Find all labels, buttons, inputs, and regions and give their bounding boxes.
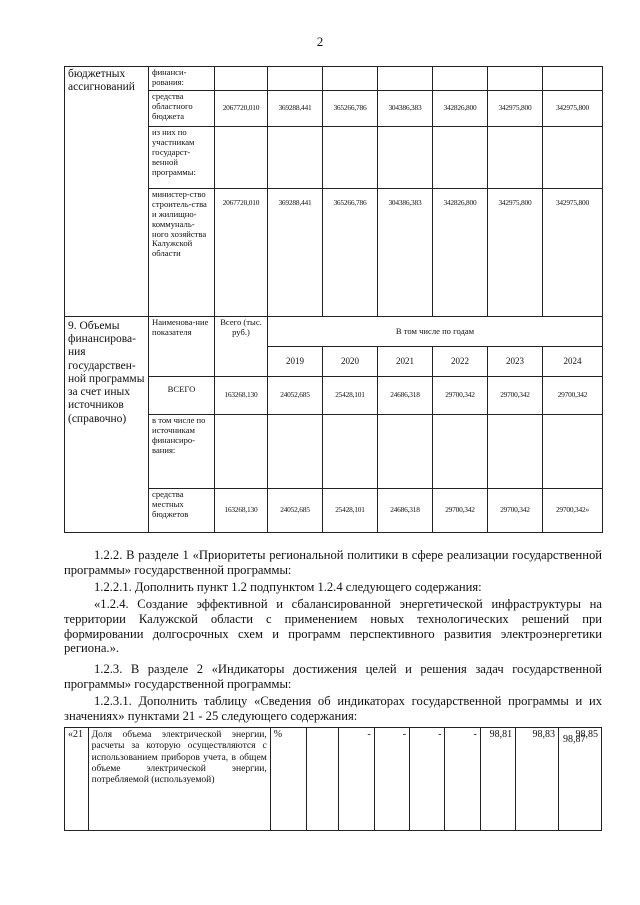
table-cell: 98,83 [516, 728, 559, 831]
indicator-unit: % [270, 728, 306, 831]
table-cell: 25428,101 [323, 489, 378, 533]
regional-budget-label: средства областного бюджета [149, 91, 215, 127]
section-9-label: 9. Объемы финансирова-ния государствен-ной программы за счет иных источников (справочно) [65, 317, 149, 533]
year-header: 2022 [433, 347, 488, 377]
year-header: 2024 [543, 347, 603, 377]
table-cell: 98,81 [480, 728, 515, 831]
indicators-table [64, 727, 602, 831]
paragraph-1-2-3-1: 1.2.3.1. Дополнить таблицу «Сведения об индикаторах государственной программы и их значениях» пунктами 21 - 25 следующего содержания: [64, 694, 602, 723]
table-cell: 342826,800 [433, 189, 488, 317]
table-cell: - [374, 728, 409, 831]
table-cell: 98,85 [559, 728, 602, 831]
table-cell: 98,87 [563, 734, 586, 745]
page-number: 2 [316, 34, 324, 49]
table-cell: 342975,800 [543, 91, 603, 127]
table-cell: 24686,318 [378, 489, 433, 533]
table-cell: 342975,800 [543, 189, 603, 317]
paragraph-1-2-3: 1.2.3. В разделе 2 «Индикаторы достижения целей и решения задач государственной программы» государственной программы: [64, 662, 602, 691]
financing-table [64, 66, 603, 533]
table-cell: 29700,342 [488, 489, 543, 533]
table-cell: 163268,130 [215, 489, 268, 533]
table-cell: 365266,786 [323, 189, 378, 317]
table-cell: 29700,342 [543, 377, 603, 415]
header-years-label: В том числе по годам [268, 317, 603, 347]
table-cell: 342975,800 [488, 91, 543, 127]
table-cell: 2067720,010 [215, 189, 268, 317]
indicator-text: Доля объема электрической энергии, расчеты за которую осуществляются с использованием приборов учета, в общем объеме электрической энергии, потребляемой (используемой) [88, 728, 270, 831]
table-cell: 24686,318 [378, 377, 433, 415]
table-cell: 29700,342 [433, 489, 488, 533]
table-cell: 163268,130 [215, 377, 268, 415]
table-cell: 342975,800 [488, 189, 543, 317]
table-cell: - [445, 728, 480, 831]
budget-row-label: бюджетных ассигнований [65, 67, 149, 317]
table-cell: 342826,800 [433, 91, 488, 127]
indicator-number: «21 [65, 728, 89, 831]
participants-label: из них по участникам государст-венной программы: [149, 127, 215, 189]
header-total: Всего (тыс. руб.) [215, 317, 268, 377]
indicator-row-21 [65, 728, 602, 831]
table-cell: 25428,101 [323, 377, 378, 415]
table-cell: 369288,441 [268, 189, 323, 317]
table-cell: 365266,786 [323, 91, 378, 127]
total-label: ВСЕГО [149, 377, 215, 415]
year-header: 2020 [323, 347, 378, 377]
ministry-label: министер-ство строитель-ства и жилищно-коммуналь-ного хозяйства Калужской области [149, 189, 215, 317]
table-cell: 29700,342 [433, 377, 488, 415]
table-cell: - [410, 728, 445, 831]
year-header: 2021 [378, 347, 433, 377]
paragraph-1-2-4-quote: «1.2.4. Создание эффективной и сбалансированной энергетической инфраструктуры на территории Калужской области с применением новых технологических решений при формировании долгосрочных схем и программ перспективного развития электроэнергетики региона.». [64, 597, 602, 656]
table-cell: 29700,342 [488, 377, 543, 415]
year-header: 2019 [268, 347, 323, 377]
financing-sub-label: финанси-рования: [149, 67, 215, 91]
header-indicator-name: Наименова-ние показателя [149, 317, 215, 377]
table-cell: 24052,685 [268, 489, 323, 533]
year-header: 2023 [488, 347, 543, 377]
local-budget-label: средства местных бюджетов [149, 489, 215, 533]
paragraph-1-2-2: 1.2.2. В разделе 1 «Приоритеты региональной политики в сфере реализации государственной программы» государственной программы: [64, 548, 602, 577]
table-cell: 29700,342» [543, 489, 603, 533]
table-cell: 369288,441 [268, 91, 323, 127]
table-cell: - [339, 728, 374, 831]
table-cell: 304386,383 [378, 189, 433, 317]
paragraph-1-2-2-1: 1.2.2.1. Дополнить пункт 1.2 подпунктом 1.2.4 следующего содержания: [94, 580, 482, 594]
sources-label: в том числе по источникам финансиро-вания: [149, 415, 215, 489]
table-cell: 24052,685 [268, 377, 323, 415]
table-cell: 304386,383 [378, 91, 433, 127]
table-cell: 2067720,010 [215, 91, 268, 127]
